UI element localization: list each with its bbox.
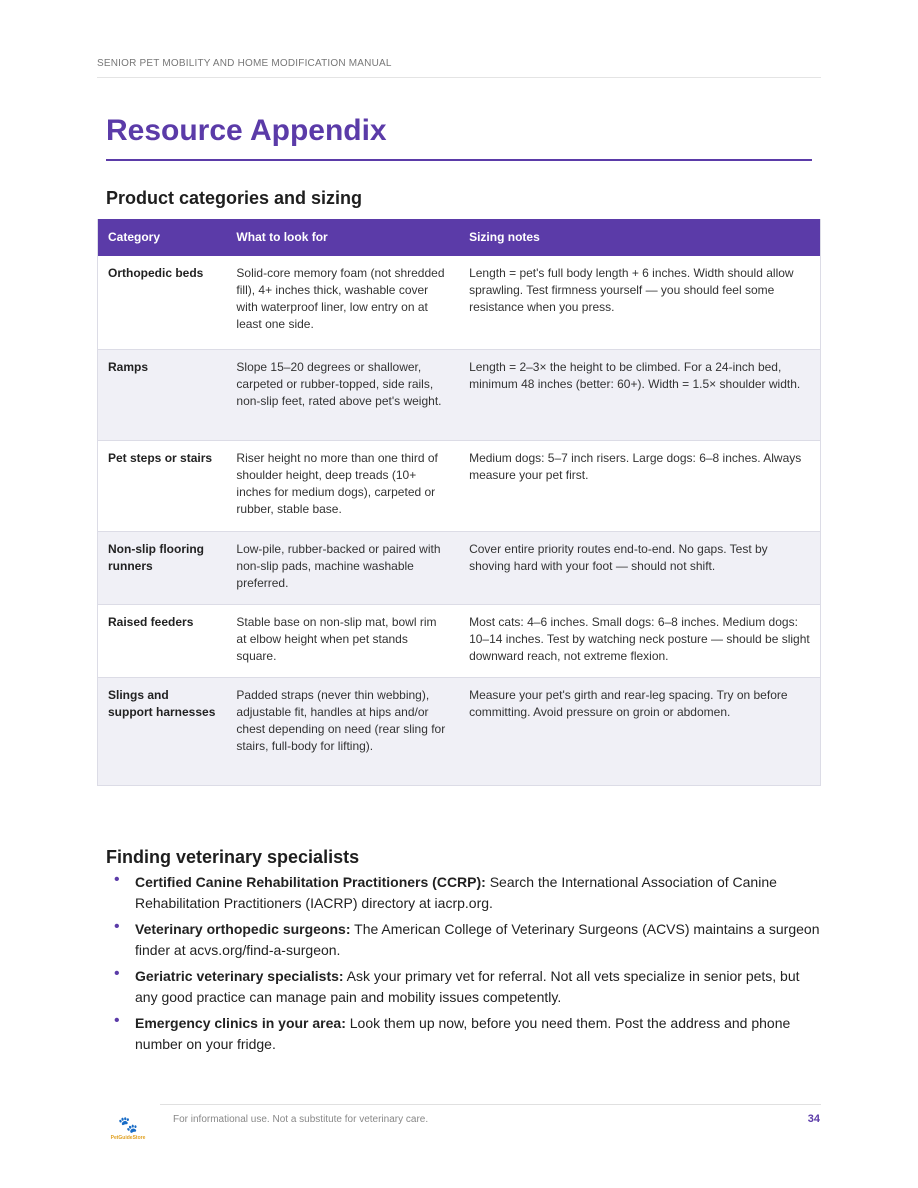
table-row	[98, 440, 821, 531]
table-row	[98, 604, 821, 677]
list-item	[114, 872, 824, 914]
item-label: Emergency clinics in your area:	[135, 1015, 346, 1031]
list-item	[114, 919, 824, 961]
specialists-list	[114, 872, 824, 1060]
bullet-icon: •	[114, 965, 120, 982]
row-sizing: Cover entire priority routes end-to-end. No gaps. Test by shoving hard with your foot — should not shift.	[459, 531, 820, 604]
table-row	[98, 349, 821, 440]
row-sizing: Medium dogs: 5–7 inch risers. Large dogs: 6–8 inches. Always measure your pet first.	[459, 440, 820, 531]
row-look-for: Low-pile, rubber-backed or paired with non-slip pads, machine washable preferred.	[226, 531, 459, 604]
row-sizing: Most cats: 4–6 inches. Small dogs: 6–8 inches. Medium dogs: 10–14 inches. Test by watching neck posture — should be slight downward reach, not extreme flexion.	[459, 604, 820, 677]
row-category: Slings and support harnesses	[98, 677, 227, 785]
item-label: Veterinary orthopedic surgeons:	[135, 921, 351, 937]
row-category: Ramps	[98, 349, 227, 440]
item-label: Certified Canine Rehabilitation Practitioners (CCRP):	[135, 874, 486, 890]
column-header-sizing: Sizing notes	[459, 219, 820, 256]
paw-icon: 🐾	[118, 1117, 138, 1134]
row-look-for: Solid-core memory foam (not shredded fill), 4+ inches thick, washable cover with waterproof liner, low entry on at least one side.	[226, 256, 459, 349]
item-text: The American College of Veterinary Surgeons (ACVS) maintains a surgeon finder at acvs.org/find-a-surgeon.	[135, 921, 820, 958]
title-divider	[106, 159, 812, 161]
row-category: Orthopedic beds	[98, 256, 227, 349]
item-text: Look them up now, before you need them. Post the address and phone number on your fridge.	[135, 1015, 791, 1052]
table-row	[98, 256, 821, 349]
column-header-look-for: What to look for	[226, 219, 459, 256]
specialists-heading: Finding veterinary specialists	[106, 847, 360, 867]
products-heading: Product categories and sizing	[106, 188, 363, 208]
row-look-for: Stable base on non-slip mat, bowl rim at elbow height when pet stands square.	[226, 604, 459, 677]
list-item	[114, 1013, 824, 1055]
table-header-row	[98, 219, 821, 256]
list-item	[114, 966, 824, 1008]
row-category: Non-slip flooring runners	[98, 531, 227, 604]
row-sizing: Length = 2–3× the height to be climbed. For a 24-inch bed, minimum 48 inches (better: 60+). Width = 1.5× shoulder width.	[459, 349, 820, 440]
bullet-icon: •	[114, 871, 120, 888]
bullet-icon: •	[114, 1012, 120, 1029]
row-sizing: Measure your pet's girth and rear-leg spacing. Try on before committing. Avoid pressure on groin or abdomen.	[459, 677, 820, 785]
row-look-for: Padded straps (never thin webbing), adjustable fit, handles at hips and/or chest depending on need (rear sling for stairs, full-body for lifting).	[226, 677, 459, 785]
footer-divider	[160, 1104, 821, 1105]
running-header: SENIOR PET MOBILITY AND HOME MODIFICATION MANUAL	[97, 58, 821, 78]
item-text: Search the International Association of Canine Rehabilitation Practitioners (IACRP) directory at iacrp.org.	[135, 874, 777, 911]
row-category: Pet steps or stairs	[98, 440, 227, 531]
row-category: Raised feeders	[98, 604, 227, 677]
row-sizing: Length = pet's full body length + 6 inches. Width should allow sprawling. Test firmness yourself — you should feel some resistance when you press.	[459, 256, 820, 349]
table-row	[98, 677, 821, 785]
row-look-for: Slope 15–20 degrees or shallower, carpeted or rubber-topped, side rails, non-slip feet, rated above pet's weight.	[226, 349, 459, 440]
column-header-category: Category	[98, 219, 227, 256]
product-table	[97, 219, 821, 786]
item-label: Geriatric veterinary specialists:	[135, 968, 344, 984]
table-row	[98, 531, 821, 604]
footer-note: For informational use. Not a substitute for veterinary care.	[173, 1114, 429, 1125]
row-look-for: Riser height no more than one third of shoulder height, deep treads (10+ inches for medium dogs), carpeted or rubber, stable base.	[226, 440, 459, 531]
item-text: Ask your primary vet for referral. Not all vets specialize in senior pets, but any good practice can manage pain and mobility issues competently.	[135, 968, 800, 1005]
footer-logo	[108, 1118, 148, 1141]
logo-text: PetGuideStore	[110, 1135, 146, 1141]
bullet-icon: •	[114, 918, 120, 935]
page-number: 34	[807, 1113, 820, 1125]
page-title: Resource Appendix	[106, 114, 387, 147]
